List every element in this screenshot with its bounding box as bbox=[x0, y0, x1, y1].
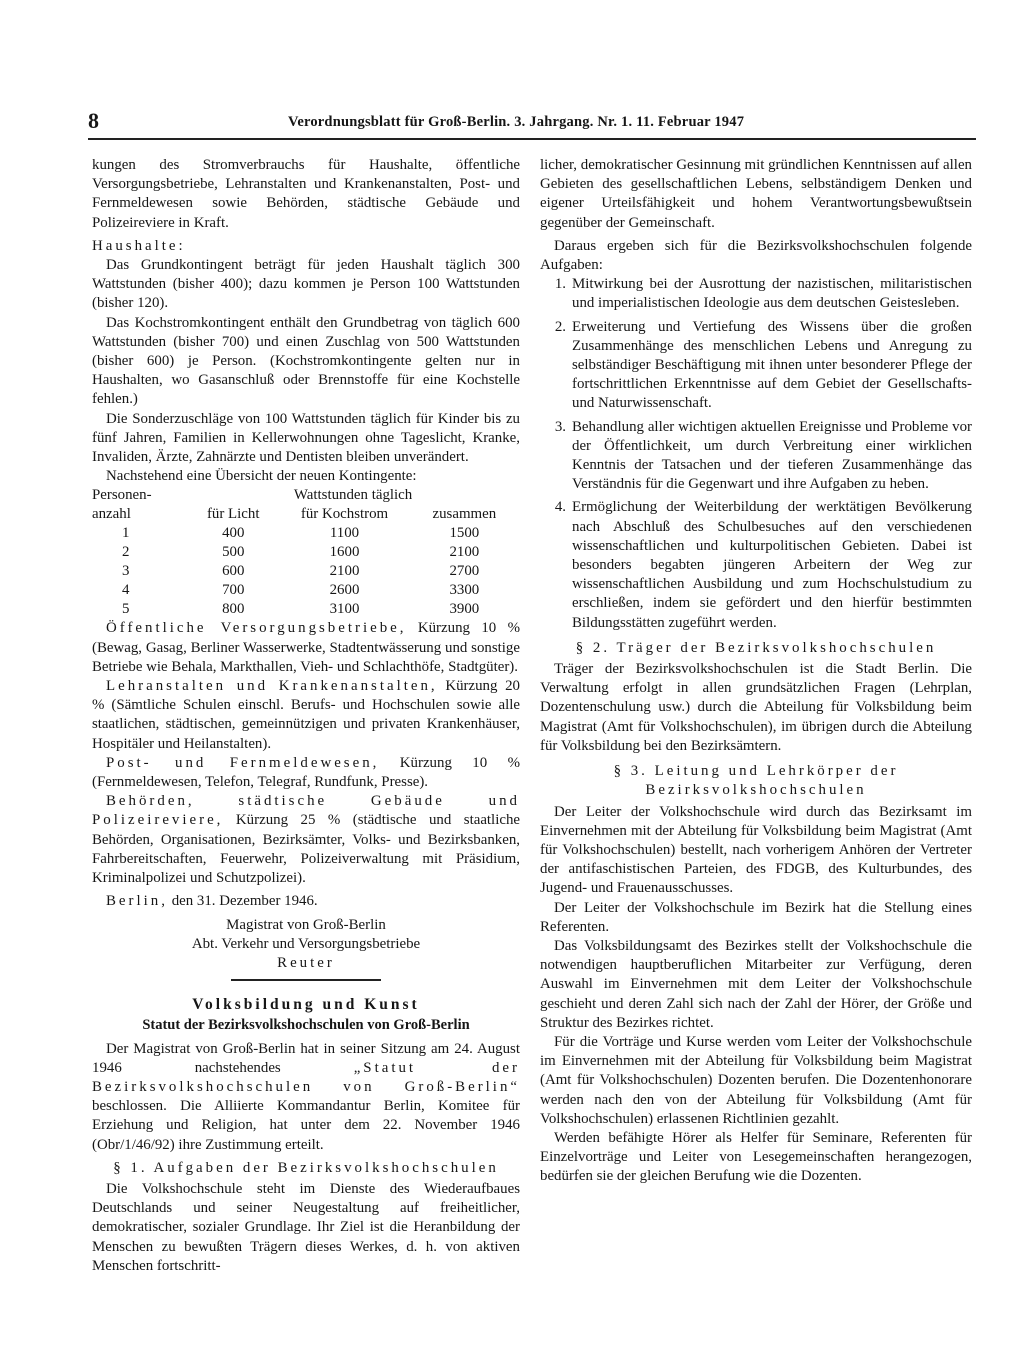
table-row: 3 600 2100 2700 bbox=[122, 563, 480, 580]
list-item: 1. Mitwirkung bei der Ausrottung der nazistischen, militaristischen und imperialistischen Ideologie aus dem deutschen Geistesleben. bbox=[554, 276, 972, 312]
paragraph: Der Magistrat von Groß-Berlin hat in seiner Sitzung am 24. August 1946 nachstehendes „Statut der Bezirksvolkshochschulen von Groß-Berlin“ beschlossen. Die Alliierte Kommandantur Berlin, Komitee für Erziehung und Religion, hat unter dem 22. November 1946 (Obr/1/46/92) ihre Zustimmung erteilt. bbox=[92, 1040, 521, 1153]
table-header: für Licht bbox=[206, 506, 260, 523]
section-heading: § 3. Leitung und Lehrkörper der bbox=[613, 763, 899, 780]
left-column bbox=[92, 156, 520, 1276]
table-header: Wattstunden täglich bbox=[293, 487, 413, 504]
paragraph: Nachstehend eine Übersicht der neuen Kontingente: bbox=[106, 468, 417, 485]
spaced-heading: Lehranstalten und Krankenanstalten, bbox=[106, 678, 438, 695]
paragraph: Post- und Fernmeldewesen, Kürzung 10 % (Fernmeldewesen, Telefon, Telegraf, Rundfunk, Presse). bbox=[92, 754, 520, 791]
right-column bbox=[540, 156, 972, 1187]
paragraph: Werden befähigte Hörer als Helfer für Seminare, Referenten für Einzelvorträge und Leiter von Lesegemeinschaften herangezogen, bedürfen sie der gleichen Berufung wie die Dozenten. bbox=[540, 1129, 972, 1185]
list-item: 4. Ermöglichung der Weiterbildung der werktätigen Bevölkerung nach Abschluß des Schulbesuches auf den verschiedenen wissenschaftlichen und kulturpolitischen Gebieten. Dabei ist besonders begabten jüngeren Arbeitern der Weg zur wissenschaftlichen Ausbildung und zum Hochschulstudium zu erschließen, indem sie gefördert und den hierfür bestimmten Bildungsstätten zugeführt werden. bbox=[554, 499, 972, 631]
paragraph: Behörden, städtische Gebäude und Polizeireviere, Kürzung 25 % (städtische und staatliche Behörden, Organisationen, Bezirksämter, Volks- und Bezirksbanken, Fahrbereitschaften, Feuerwehr, Polizeiverwaltung mit Präsidium, Kriminalpolizei und Schutzpolizei). bbox=[92, 793, 520, 887]
paragraph: licher, demokratischer Gesinnung mit gründlichen Kenntnissen auf allen Gebieten des gesellschaftlichen Lebens, selbständigem Denken und eigener Urteilsfähigkeit und hohem Verantwortungsbewußtsein gegenüber der Gemeinschaft. bbox=[540, 157, 972, 231]
spaced-heading: Post- und Fernmeldewesen, bbox=[106, 754, 380, 771]
section-heading: § 1. Aufgaben der Bezirksvolkshochschulen bbox=[113, 1159, 499, 1176]
paragraph: Träger der Bezirksvolkshochschulen ist die Stadt Berlin. Die Verwaltung erfolgt in allen grundsätzlichen Fragen (Lehrplan, Dozentenschulung usw.) durch die Abteilung für Volksbildung beim Magistrat (Amt für Volkshochschulen), im übrigen durch die Abteilung für Volksbildung bei den Bezirksämtern. bbox=[540, 661, 972, 754]
running-title: Verordnungsblatt für Groß-Berlin. 3. Jahrgang. Nr. 1. 11. Februar 1947 bbox=[288, 114, 745, 130]
table-row: 4 700 2600 3300 bbox=[122, 582, 480, 599]
table-row: 1 400 1100 1500 bbox=[122, 525, 480, 542]
list-item: 3. Behandlung aller wichtigen aktuellen Ereignisse und Probleme vor der Öffentlichkeit, um durch Verbreitung einer wirklichen Kenntnis der Tatsachen und der tieferen Zusammenhänge das Verständnis für die Gegenwart und ihre Aufgaben zu heben. bbox=[554, 418, 972, 493]
paragraph: Daraus ergeben sich für die Bezirksvolkshochschulen folgende Aufgaben: bbox=[540, 237, 972, 274]
signature-line: Magistrat von Groß-Berlin bbox=[226, 916, 386, 933]
table-row: 2 500 1600 2100 bbox=[122, 544, 480, 561]
section-heading: Bezirksvolkshochschulen bbox=[645, 782, 867, 799]
paragraph: kungen des Stromverbrauchs für Haushalte, öffentliche Versorgungsbetriebe, Lehranstalten und Krankenanstalten, Post- und Fernmeldewesen sowie Behörden, städtische Gebäude und Polizeireviere in Kraft. bbox=[92, 157, 520, 231]
header-rule bbox=[88, 138, 976, 140]
table-row: 5 800 3100 3900 bbox=[122, 601, 480, 618]
kontingent-table bbox=[92, 486, 520, 619]
paragraph: Die Volkshochschule steht im Dienste des Wiederaufbaues Deutschlands und seiner Neugestaltung auf freiheitlicher, demokratischer, sozialer Grundlage. Ihr Ziel ist die Heranbildung der Menschen zu bewußten Trägern dieses Werkes, d. h. von aktiven Menschen fortschritt- bbox=[92, 1180, 520, 1274]
paragraph: Das Grundkontingent beträgt für jeden Haushalt täglich 300 Wattstunden (bisher 400); dazu kommen je Person 100 Wattstunden (bisher 120). bbox=[92, 257, 520, 312]
spaced-heading: Öffentliche Versorgungsbetriebe, bbox=[106, 620, 407, 637]
paragraph: Der Leiter der Volkshochschule wird durch das Bezirksamt im Einvernehmen mit der Abteilung für Volksbildung beim Magistrat (Amt für Volkshochschulen) bestellt, nach vorherigem Anhören der Vertreter der antifaschistischen Parteien, des FDGB, des Kulturbundes, des Jugend- und Frauenausschusses. bbox=[540, 803, 972, 897]
table-header: Personen- bbox=[92, 487, 152, 504]
spaced-heading: Behörden, städtische Gebäude und Polizeireviere, bbox=[92, 793, 520, 829]
signature-name: Reuter bbox=[277, 954, 335, 971]
paragraph: Lehranstalten und Krankenanstalten, Kürzung 20 % (Sämtliche Schulen einschl. Berufs- und Hochschulen sowie alle staatlichen, städtischen, gemeinnützigen und privaten Krankenhäuser, Hospitäler und Heilanstalten). bbox=[92, 678, 520, 752]
paragraph: Das Kochstromkontingent enthält den Grundbetrag von täglich 600 Wattstunden (bisher 700) und einen Zuschlag von 500 Wattstunden (bisher 600) je Person. (Kochstromkontingente gelten nur in Haushalten, wo Gasanschluß oder Brennstoffe für eine Kochstelle fehlen.) bbox=[92, 314, 520, 408]
section-title: Volksbildung und Kunst bbox=[192, 996, 420, 1014]
paragraph: Für die Vorträge und Kurse werden vom Leiter der Volkshochschule im Einvernehmen mit der Abteilung für Volksbildung beim Magistrat (Amt für Volkshochschulen) Dozenten berufen. Die Dozentenhonorare werden nach den von der Abteilung für Volksbildung (Amt für Volkshochschulen) erlassenen Richtlinien gezahlt. bbox=[540, 1033, 972, 1127]
divider bbox=[231, 979, 381, 981]
paragraph: Die Sonderzuschläge von 100 Wattstunden täglich für Kinder bis zu fünf Jahren, Familien in Kellerwohnungen ohne Tageslicht, Kranke, Invaliden, Ärzte, Zahnärzte und Dentisten bleiben unverändert. bbox=[92, 410, 520, 466]
paragraph: Der Leiter der Volkshochschule im Bezirk hat die Stellung eines Referenten. bbox=[540, 899, 972, 935]
table-header: für Kochstrom bbox=[300, 506, 389, 523]
task-list bbox=[540, 275, 972, 633]
list-item: 2. Erweiterung und Vertiefung des Wissens über die großen Zusammenhänge des menschlichen Lebens und Anregung zu selbständiger Beschäftigung mit ihnen unter besonderer Pflege der fortschrittlichen Erkenntnisse auf dem Gebiet der Gesellschafts- und Naturwissenschaft. bbox=[554, 318, 972, 412]
table-header: zusammen bbox=[432, 506, 497, 523]
signature-line: Abt. Verkehr und Versorgungsbetriebe bbox=[191, 935, 421, 952]
paragraph: Das Volksbildungsamt des Bezirkes stellt der Volkshochschule die notwendigen hauptberuflichen Mitarbeiter zur Verfügung, deren Auswahl im Einvernehmen mit dem Leiter der Volkshochschule geschieht und deren Zahl sich nach der Zahl der Hörer, der Größe und Struktur des Bezirkes richtet. bbox=[540, 937, 972, 1031]
paragraph: Öffentliche Versorgungsbetriebe, Kürzung 10 % (Bewag, Gasag, Berliner Wasserwerke, Stadtentwässerung und sonstige Betriebe wie Behala, Markthallen, Vieh- und Schlachthöfe, Stadtgüter). bbox=[92, 620, 520, 675]
subheading-haushalte: Haushalte: bbox=[92, 237, 186, 254]
statute-title: Statut der Bezirksvolkshochschulen von Groß-Berlin bbox=[142, 1017, 470, 1034]
page-number: 8 bbox=[88, 108, 99, 133]
table-header: anzahl bbox=[92, 506, 131, 523]
date-line: Berlin, den 31. Dezember 1946. bbox=[106, 893, 318, 910]
section-heading: § 2. Träger der Bezirksvolkshochschulen bbox=[575, 639, 937, 656]
